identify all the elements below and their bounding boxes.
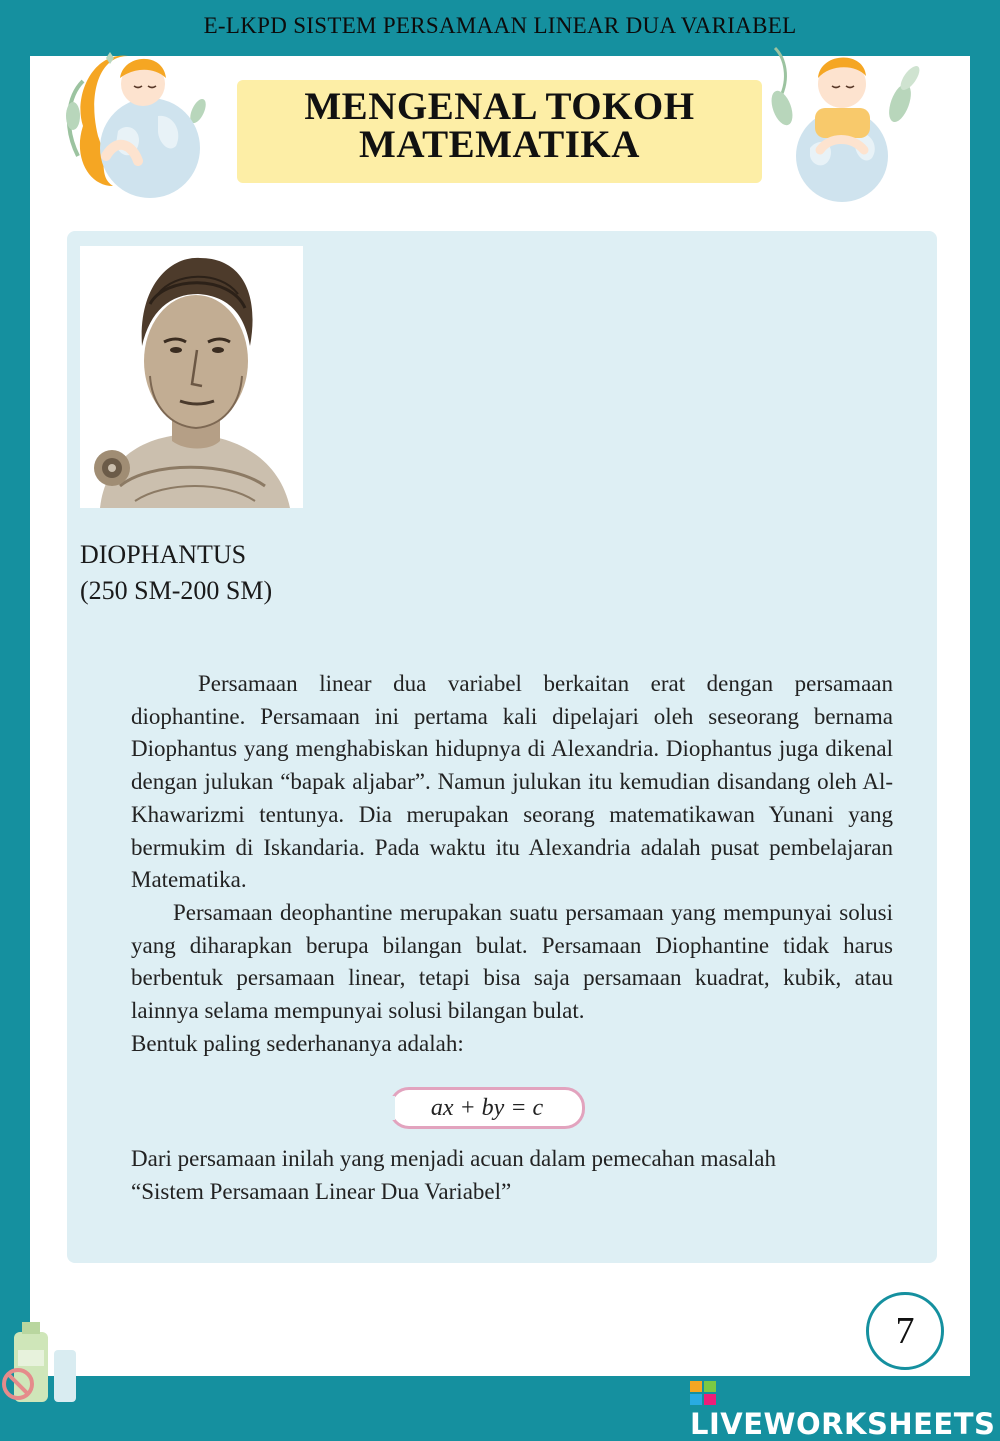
title-line-1: MENGENAL TOKOH: [304, 85, 695, 128]
figure-name: DIOPHANTUS: [80, 540, 247, 569]
formula: ax + by = c: [430, 1095, 544, 1121]
body-text: [131, 668, 893, 1060]
title-banner: [237, 80, 762, 183]
diophantus-portrait: [80, 246, 303, 508]
figure-years: (250 SM-200 SM): [80, 576, 273, 605]
paragraph-3: Bentuk paling sederhananya adalah:: [131, 1030, 464, 1056]
girl-globe-illustration: [58, 36, 218, 201]
closing-line-2: “Sistem Persamaan Linear Dua Variabel”: [131, 1178, 512, 1204]
liveworksheets-watermark: [690, 1376, 1000, 1441]
bottle-decoration-icon: [0, 1320, 90, 1414]
title-line-2: MATEMATIKA: [359, 123, 640, 166]
worksheet-title: E-LKPD SISTEM PERSAMAAN LINEAR DUA VARIABEL: [203, 13, 797, 38]
figure-caption: [80, 537, 272, 609]
formula-box: [389, 1087, 585, 1129]
closing-text: [131, 1143, 883, 1208]
closing-line-1: Dari persamaan inilah yang menjadi acuan dalam pemecahan masalah: [131, 1146, 776, 1171]
paragraph-2: Persamaan deophantine merupakan suatu persamaan yang mempunyai solusi yang diharapkan berupa bilangan bulat. Persamaan Diophantine tidak harus berbentuk persamaan linear, tetapi bisa saja persamaan kuadrat, kubik, atau lainnya selama mempunyai solusi bilangan bulat.: [131, 899, 893, 1024]
page-title: [237, 85, 762, 166]
page-number: 7: [866, 1292, 944, 1370]
paragraph-1: Persamaan linear dua variabel berkaitan erat dengan persamaan diophantine. Persamaan ini pertama kali dipelajari oleh seseorang bernama Diophantus yang menghabiskan hidupnya di Alexandria. Diophantus juga dikenal dengan julukan “bapak aljabar”. Namun julukan itu kemudian disandang oleh Al-Khawarizmi tentunya. Dia merupakan seorang matematikawan Yunani yang bermukim di Iskandaria. Pada waktu itu Alexandria adalah pusat pembelajaran Matematika.: [131, 671, 893, 893]
boy-globe-illustration: [760, 38, 925, 203]
watermark-text: LIVEWORKSHEETS: [690, 1407, 996, 1441]
liveworksheets-logo-icon: [690, 1381, 716, 1405]
